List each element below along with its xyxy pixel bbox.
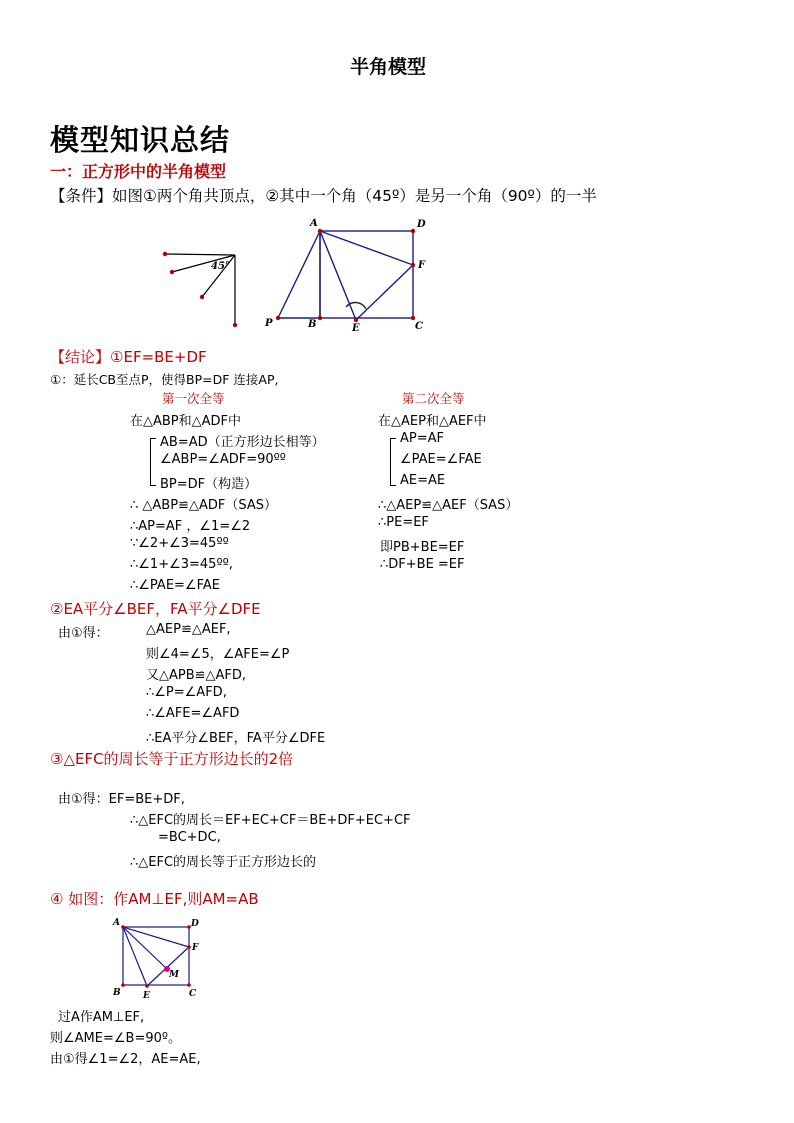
proof-right-line: ∴DF+BE =EF: [380, 557, 465, 572]
c4-line: 过A作AM⊥EF,: [58, 1010, 145, 1025]
brace-left: [150, 438, 156, 486]
angle-label: 45°: [211, 261, 230, 272]
condition-text: 【条件】如图①两个角共顶点，②其中一个角（45º）是另一个角（90º）的一半: [50, 187, 597, 205]
conclusion-4-title: ④ 如图：作AM⊥EF,则AM=AB: [50, 890, 259, 908]
conclusion-2-title: ②EA平分∠BEF，FA平分∠DFE: [50, 600, 261, 618]
label-f: F: [418, 260, 426, 271]
c3-line: ∴△EFC的周长＝EF+EC+CF＝BE+DF+EC+CF: [130, 813, 411, 828]
c2-line: ∴∠AFE=∠AFD: [146, 706, 240, 721]
proof-right-line: ∴△AEP≌△AEF（SAS）: [378, 498, 519, 513]
square-abcd: [320, 231, 413, 318]
conclusion-3-title: ③△EFC的周长等于正方形边长的2倍: [50, 750, 294, 768]
first-congruence-title: 第一次全等: [162, 391, 225, 406]
conclusion-1: ①EF=BE+DF: [110, 348, 207, 366]
brace-right: [390, 438, 396, 486]
proof-right-line: 即PB+BE=EF: [380, 540, 465, 555]
ray-1: [165, 254, 235, 255]
label-e: E: [143, 991, 150, 1001]
proof-left-line: 在△ABP和△ADF中: [130, 414, 242, 429]
c4-line: 由①得∠1=∠2，AE=AE,: [50, 1052, 201, 1067]
figure-am-diagram: [108, 914, 203, 1004]
conclusion-tag: 【结论】: [50, 348, 111, 366]
figure-square-diagram: [260, 212, 435, 337]
label-c: C: [415, 321, 423, 332]
proof-right-line: AE=AE: [400, 473, 446, 488]
label-a: A: [113, 918, 120, 928]
c2-line: 则∠4=∠5，∠AFE=∠P: [146, 647, 290, 662]
label-d: D: [417, 219, 426, 230]
c2-line: △AEP≌△AEF,: [146, 622, 231, 637]
c3-line: ∴△EFC的周长等于正方形边长的: [130, 855, 317, 870]
proof-left-line: ∴∠1+∠3=45ºº,: [130, 557, 233, 572]
proof-right-line: ∠PAE=∠FAE: [400, 452, 482, 467]
proof-left-line: ∴ △ABP≌△ADF（SAS）: [130, 498, 277, 513]
figure-angle-diagram: [155, 245, 250, 335]
label-d: D: [191, 919, 199, 929]
second-congruence-title: 第二次全等: [402, 391, 465, 406]
label-p: P: [265, 318, 273, 329]
label-c: C: [189, 989, 197, 999]
label-e: E: [352, 323, 360, 334]
proof-right-line: 在△AEP和△AEF中: [378, 414, 487, 429]
proof-left-line: ∴∠PAE=∠FAE: [130, 578, 220, 593]
subsection-title: 一：正方形中的半角模型: [50, 162, 227, 181]
label-b: B: [113, 988, 121, 998]
proof-left-line: AB=AD（正方形边长相等）: [160, 435, 325, 450]
section-heading: 模型知识总结: [50, 123, 231, 157]
proof-left-line: BP=DF（构造）: [160, 477, 258, 492]
proof-left-line: ∵∠2+∠3=45ºº: [130, 536, 229, 551]
proof-right-line: AP=AF: [400, 431, 444, 446]
c4-line: 则∠AME=∠B=90º。: [50, 1031, 182, 1046]
label-f: F: [192, 943, 199, 953]
conclusion-heading: [50, 346, 207, 367]
c2-line: ∴∠P=∠AFD,: [146, 685, 227, 700]
proof-left-line: ∴AP=AF ，∠1=∠2: [130, 519, 251, 534]
proof-right-line: ∴PE=EF: [378, 515, 429, 530]
page-title: 半角模型: [350, 56, 427, 78]
c2-line: 又△APB≌△AFD,: [146, 668, 247, 683]
c2-line: ∴EA平分∠BEF，FA平分∠DFE: [146, 731, 326, 746]
label-a: A: [310, 218, 318, 229]
proof-intro: ①：延长CB至点P，使得BP=DF 连接AP,: [50, 372, 279, 387]
proof-left-line: ∠ABP=∠ADF=90ºº: [160, 452, 286, 467]
label-m: M: [169, 970, 179, 980]
label-b: B: [308, 319, 317, 330]
c3-line: 由①得：EF=BE+DF,: [58, 792, 185, 807]
c3-line: =BC+DC,: [158, 830, 221, 845]
c2-prefix: 由①得：: [58, 626, 109, 641]
